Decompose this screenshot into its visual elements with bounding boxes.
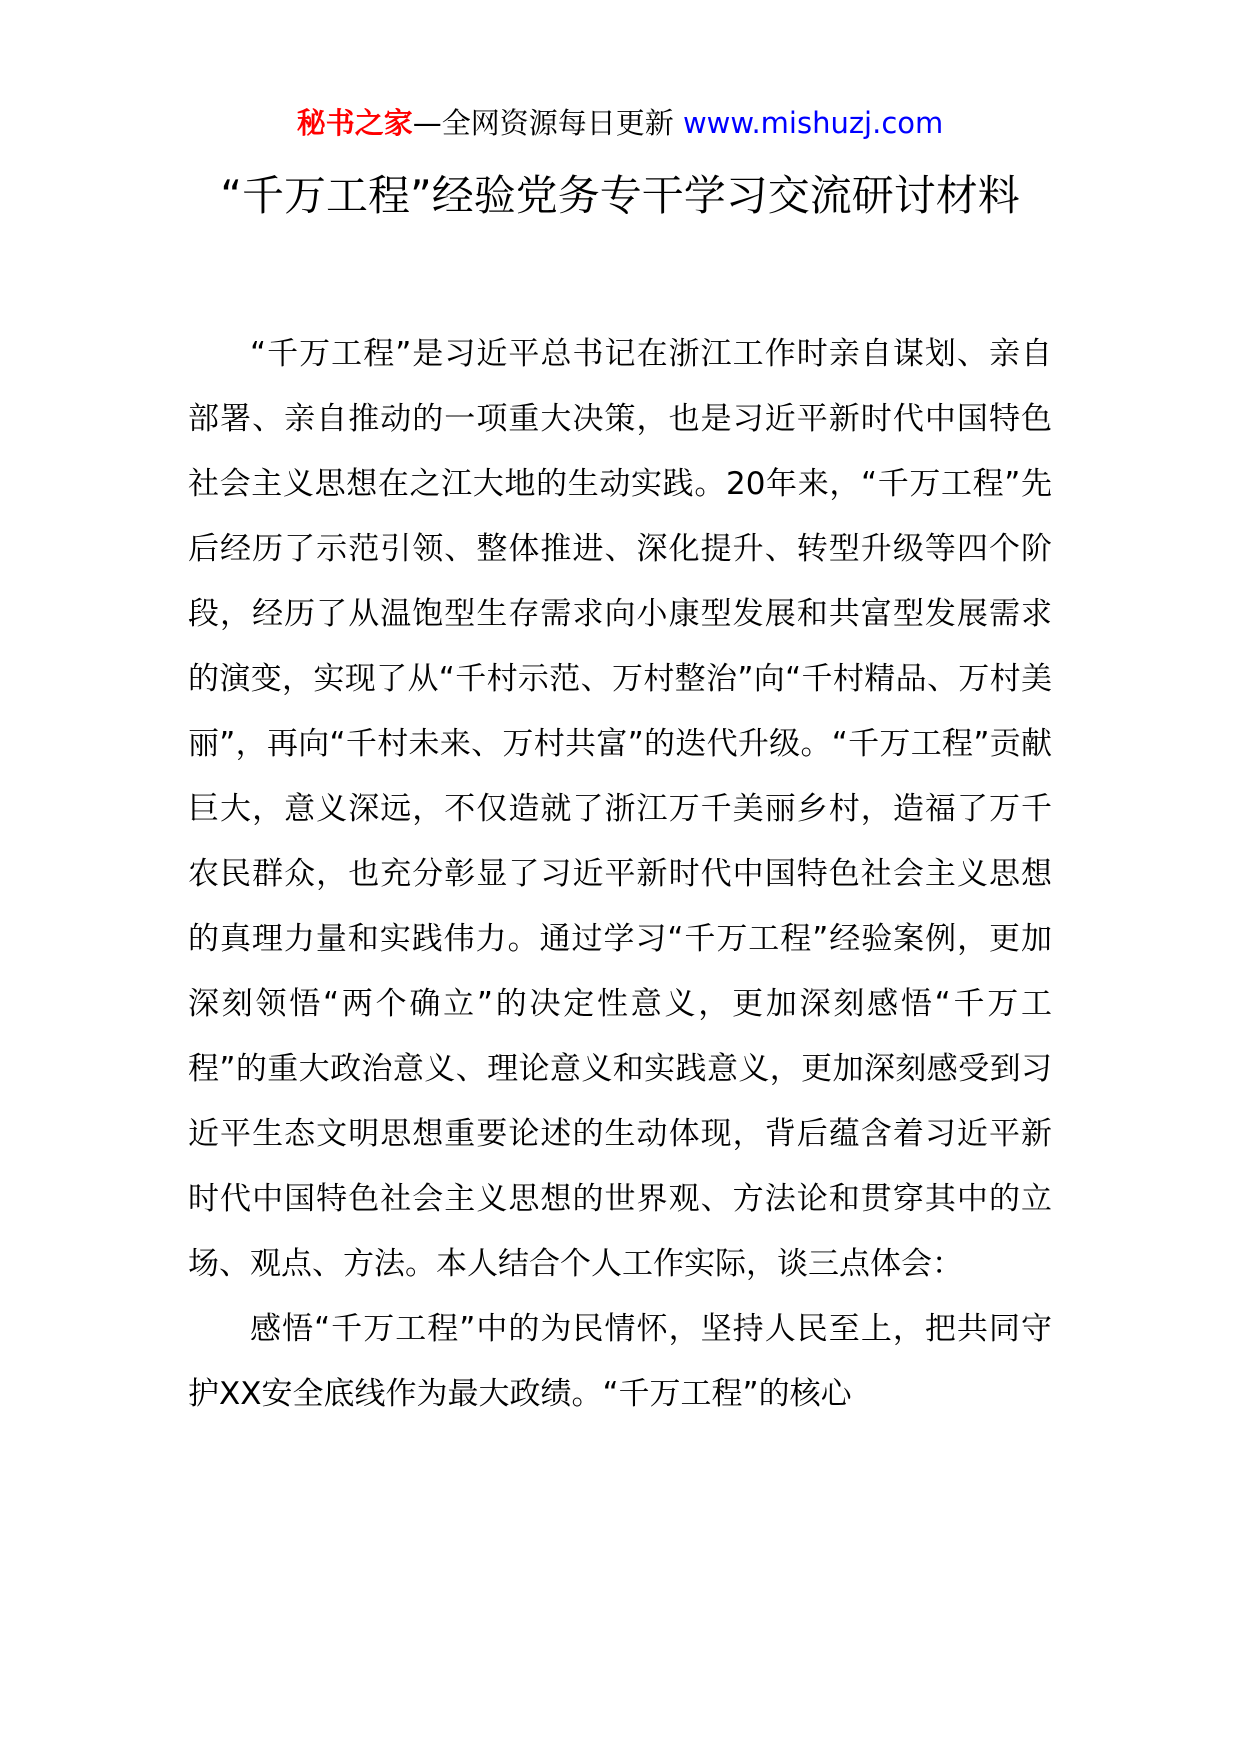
body-paragraph-1: “千万工程”是习近平总书记在浙江工作时亲自谋划、亲自部署、亲自推动的一项重大决策，也是习近平新时代中国特色社会主义思想在之江大地的生动实践。20年来，“千万工程”先后经历了示范引领、整体推进、深化提升、转型升级等四个阶段，经历了从温饱型生存需求向小康型发展和共富型发展需求的演变，实现了从“千村示范、万村整治”向“千村精品、万村美丽”，再向“千村未来、万村共富”的迭代升级。“千万工程”贡献巨大，意义深远，不仅造就了浙江万千美丽乡村，造福了万千农民群众，也充分彰显了习近平新时代中国特色社会主义思想的真理力量和实践伟力。通过学习“千万工程”经验案例，更加深刻领悟“两个确立”的决定性意义，更加深刻感悟“千万工程”的重大政治意义、理论意义和实践意义，更加深刻感受到习近平生态文明思想重要论述的生动体现，背后蕴含着习近平新时代中国特色社会主义思想的世界观、方法论和贯穿其中的立场、观点、方法。本人结合个人工作实际，谈三点体会： bbox=[188, 336, 1052, 1282]
site-url-link[interactable]: www.mishuzj.com bbox=[682, 106, 944, 140]
document-body bbox=[188, 322, 1052, 1427]
document-title: “千万工程”经验党务专干学习交流研讨材料 bbox=[220, 171, 1020, 220]
site-tagline: —全网资源每日更新 bbox=[412, 106, 674, 140]
body-paragraph-2: 感悟“千万工程”中的为民情怀，坚持人民至上，把共同守护XX安全底线作为最大政绩。“千万工程”的核心 bbox=[188, 1311, 1052, 1412]
brand-name: 秘书之家 bbox=[296, 106, 413, 140]
site-header bbox=[0, 103, 1240, 143]
